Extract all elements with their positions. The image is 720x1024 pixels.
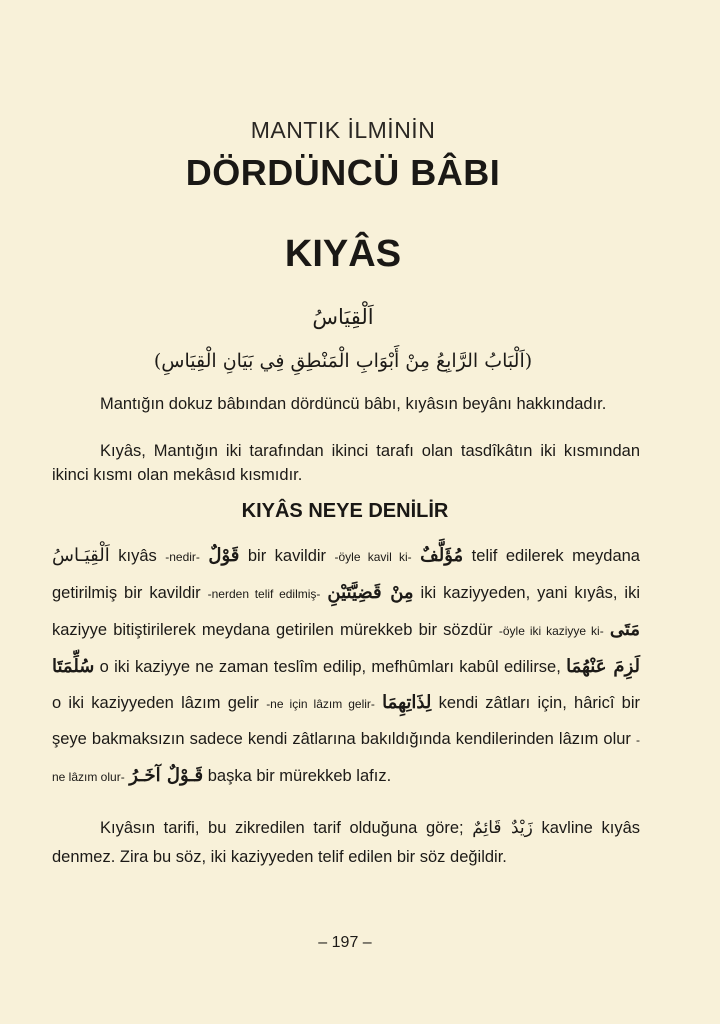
gloss: -nedir- (165, 550, 200, 564)
intro-paragraph-2: Kıyâs, Mantığın iki tarafından ikinci tarafı olan tasdîkâtın iki kısmından ikinci kısmı olan mekâsıd kısmıdır. (52, 442, 640, 484)
arabic-term-lazim: لَزِمَ عَنْهُمَا (566, 656, 640, 677)
arabic-term-qawl: قَوْلٌ (208, 545, 240, 566)
chapter-kicker: MANTIK İLMİNİN (250, 117, 436, 143)
gloss: -öyle kavil ki- (334, 550, 412, 564)
definition-text: bir kavildir (239, 547, 335, 565)
intro-paragraph-1: Mantığın dokuz bâbından dördüncü bâbı, kıyâsın beyânı hakkındadır. (100, 395, 607, 413)
definition-text: başka bir mürekkeb lafız. (203, 767, 392, 785)
definition-text: kendi zâtları için, hâricî bir şeye bakmaksızın sadece kendi zâtlarına bakıldığında kendilerinden lâzım olur (52, 694, 640, 748)
arabic-term-qiyas: اَلْقِيَـاسُ (52, 545, 110, 566)
definition-text: o iki kaziyye ne zaman teslîm edilip, mefhûmları kabûl edilirse, (94, 658, 567, 676)
closing-text: kavline kıyâs denmez. Zira bu söz, iki kaziyyeden telif edilen bir söz değildir. (52, 819, 640, 866)
closing-text: Kıyâsın tarifi, bu zikredilen tarif olduğuna göre; (100, 819, 473, 837)
definition-text: telif edilerek meydana getirilmiş bir kavildir (52, 547, 640, 602)
section-title: KIYÂS (284, 233, 402, 275)
gloss: -öyle iki kaziyye ki- (498, 624, 604, 638)
page-number: – 197 – (318, 934, 372, 951)
gloss: -ne lâzım olur- (52, 733, 640, 784)
arabic-term-lidhatihima: لِذَاتِهِمَا (382, 692, 432, 713)
arabic-subtitle: (اَلْبَابُ الرَّابِعُ مِنْ أَبْوَابِ الْمَنْطِقِ فِي بَيَانِ الْقِيَاسِ) (153, 350, 533, 372)
arabic-term-qadiyyatayn: مِنْ قَضِيَّتَيْنِ (327, 582, 414, 603)
definition-text: o iki kaziyyeden lâzım gelir (52, 694, 267, 712)
gloss: -ne için lâzım gelir- (266, 697, 375, 711)
arabic-term-muallaf: مُؤَلَّفٌ (420, 545, 464, 566)
arabic-example: زَيْدٌ قَائِمٌ (472, 818, 533, 838)
chapter-title: DÖRDÜNCÜ BÂBI (185, 152, 501, 193)
gloss: -nerden telif edilmiş- (207, 587, 321, 601)
definition-text: kıyâs (109, 547, 166, 565)
definition-text: iki kaziyyeden, yani kıyâs, iki kaziyye bitiştirilerek meydana getirilen mürekkeb bir sözdür (52, 584, 640, 639)
arabic-title: اَلْقِيَاسُ (312, 305, 374, 329)
arabic-term-mata: مَتَى سُلِّمَتَا (52, 619, 640, 677)
closing-paragraph (52, 814, 640, 872)
section-heading: KIYÂS NEYE DENİLİR (241, 500, 449, 522)
definition-paragraph (52, 538, 640, 795)
arabic-term-qawlun-akhar: قَـوْلٌ آخَـرُ (129, 765, 204, 786)
